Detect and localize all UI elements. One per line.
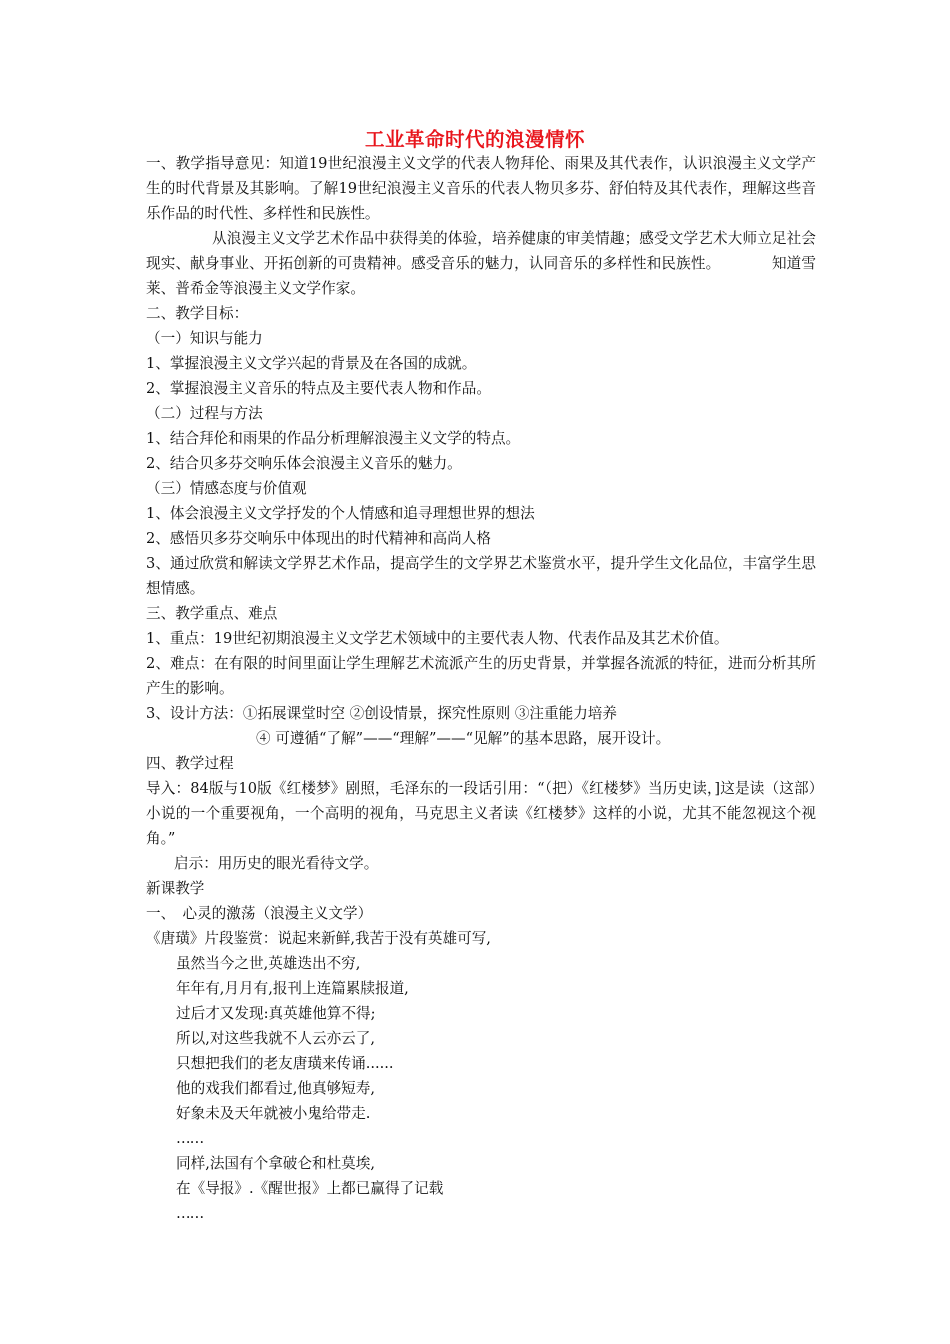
document-title: 工业革命时代的浪漫情怀 [364, 128, 585, 151]
poem-line: 在《导报》.《醒世报》上都已赢得了记载 [176, 1180, 444, 1197]
goals-heading: 二、教学目标： [146, 305, 249, 322]
key-point-2: 2、难点：在有限的时间里面让学生理解艺术流派产生的历史背景，并掌握各流派的特征，进而分析其所产生的影响。 [146, 655, 816, 697]
poem-line: 好象未及天年就被小鬼给带走. [176, 1105, 371, 1122]
goal3-item-2: 2、感悟贝多芬交响乐中体现出的时代精神和高尚人格 [146, 530, 491, 547]
poem-line: 所以,对这些我就不人云亦云了, [176, 1030, 375, 1047]
key-point-3: 3、设计方法：①拓展课堂时空 ②创设情景，探究性原则 ③注重能力培养 [146, 705, 617, 722]
poem-lines [146, 951, 816, 1226]
key-point-1: 1、重点：19世纪初期浪漫主义文学艺术领域中的主要代表人物、代表作品及其艺术价值。 [146, 630, 729, 647]
goal2-heading: （二）过程与方法 [146, 405, 263, 422]
key-points-heading: 三、教学重点、难点 [146, 605, 278, 622]
poem-line: 年年有,月月有,报刊上连篇累牍报道, [176, 980, 409, 997]
section-1-heading: 一、 心灵的激荡（浪漫主义文学） [146, 905, 373, 922]
hint-paragraph: 启示：用历史的眼光看待文学。 [174, 855, 379, 872]
goal3-heading: （三）情感态度与价值观 [146, 480, 307, 497]
process-heading: 四、教学过程 [146, 755, 234, 772]
poem-intro-line: 《唐璜》片段鉴赏：说起来新鲜,我苦于没有英雄可写, [146, 930, 491, 947]
goal1-heading: （一）知识与能力 [146, 330, 263, 347]
document-body [146, 151, 816, 1226]
intro-paragraph: 导入：84版与10版《红楼梦》剧照，毛泽东的一段话引用：“（把）《红楼梦》当历史读，]这是读（这部）小说的一个重要视角，一个高明的视角，马克思主义者读《红楼梦》这样的小说，尤其不能忽视这个视角。” [146, 780, 816, 847]
goal1-item-1: 1、掌握浪漫主义文学兴起的背景及在各国的成就。 [146, 355, 477, 372]
key-point-3-continued: ④ 可遵循“了解”——“理解”——“见解”的基本思路，展开设计。 [256, 730, 671, 747]
goal1-item-2: 2、掌握浪漫主义音乐的特点及主要代表人物和作品。 [146, 380, 491, 397]
poem-line: 同样,法国有个拿破仑和杜莫埃, [176, 1155, 375, 1172]
goal3-item-3: 3、通过欣赏和解读文学界艺术作品，提高学生的文学界艺术鉴赏水平，提升学生文化品位，丰富学生思想情感。 [146, 555, 816, 597]
poem-line: 只想把我们的老友唐璜来传诵...... [176, 1055, 394, 1072]
guidance-paragraph-2: 从浪漫主义文学艺术作品中获得美的体验，培养健康的审美情趣；感受文学艺术大师立足社会现实、献身事业、开拓创新的可贵精神。感受音乐的魅力，认同音乐的多样性和民族性。 知道雪莱、普希金等浪漫主义文学作家。 [146, 230, 816, 297]
goal2-item-1: 1、结合拜伦和雨果的作品分析理解浪漫主义文学的特点。 [146, 430, 521, 447]
guidance-paragraph-1: 一、教学指导意见：知道19世纪浪漫主义文学的代表人物拜伦、雨果及其代表作，认识浪漫主义文学产生的时代背景及其影响。了解19世纪浪漫主义音乐的代表人物贝多芬、舒伯特及其代表作，理解这些音乐作品的时代性、多样性和民族性。 [146, 155, 816, 222]
poem-line: 他的戏我们都看过,他真够短寿, [176, 1080, 375, 1097]
new-lesson-heading: 新课教学 [146, 880, 205, 897]
goal3-item-1: 1、体会浪漫主义文学抒发的个人情感和追寻理想世界的想法 [146, 505, 535, 522]
poem-ellipsis: …… [176, 1130, 204, 1147]
poem-ellipsis: …… [176, 1205, 204, 1222]
poem-line: 过后才又发现:真英雄他算不得; [176, 1005, 376, 1022]
poem-line: 虽然当今之世,英雄迭出不穷, [176, 955, 361, 972]
goal2-item-2: 2、结合贝多芬交响乐体会浪漫主义音乐的魅力。 [146, 455, 462, 472]
